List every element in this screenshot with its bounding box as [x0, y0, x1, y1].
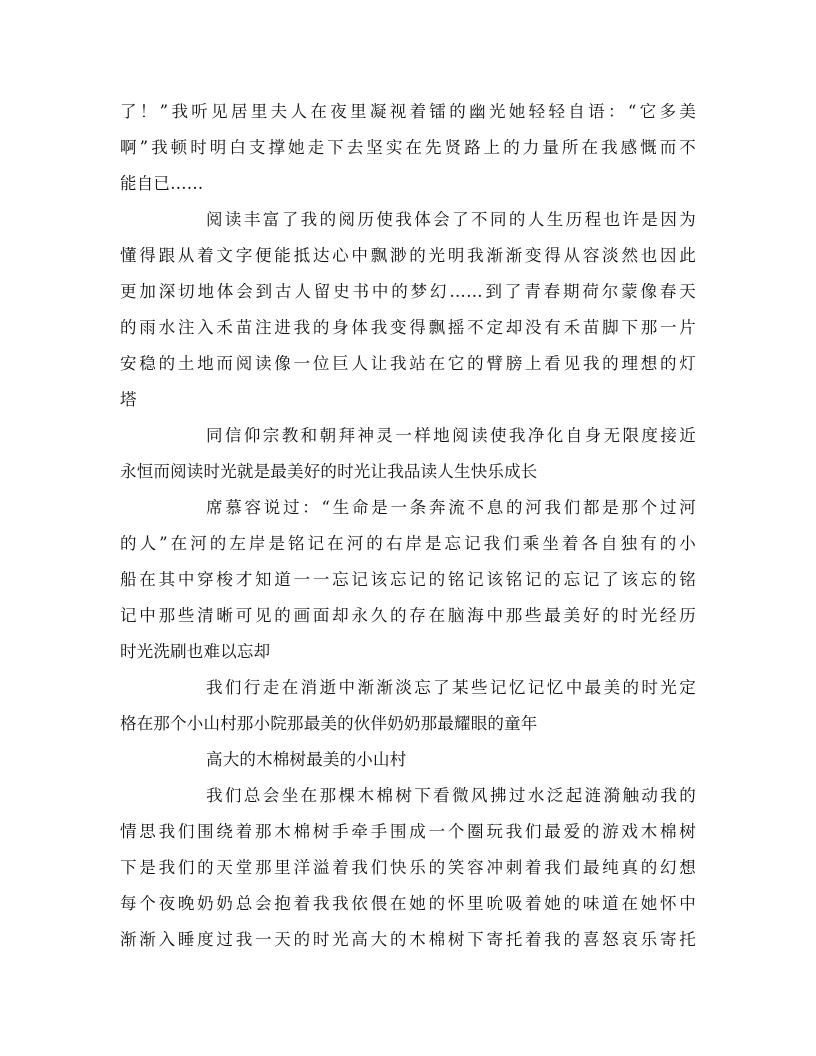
text-line: 高大的木棉树最美的小山村 — [206, 750, 407, 769]
text-line: 更加深切地体会到古人留史书中的梦幻……到了青春期荷尔蒙像春天 — [120, 282, 696, 301]
paragraph-2 — [120, 202, 696, 418]
text-line: 船在其中穿梭才知道一一忘记该忘记的铭记该铭记的忘记了该忘的铭 — [120, 570, 696, 589]
text-line: 永恒而阅读时光就是最美好的时光让我品读人生快乐成长 — [120, 462, 538, 481]
text-line: 下是我们的天堂那里洋溢着我们快乐的笑容冲刺着我们最纯真的幻想 — [120, 858, 696, 877]
paragraph-7 — [120, 778, 696, 958]
paragraph-6 — [120, 742, 696, 778]
text-line: 记中那些清晰可见的画面却永久的存在脑海中那些最美好的时光经历 — [120, 606, 696, 625]
text-line: 的雨水注入禾苗注进我的身体我变得飘摇不定却没有禾苗脚下那一片 — [120, 318, 696, 337]
paragraph-1 — [120, 94, 696, 202]
text-line: 渐渐入睡度过我一天的时光高大的木棉树下寄托着我的喜怒哀乐寄托 — [120, 930, 696, 949]
text-line: 啊”我顿时明白支撑她走下去坚实在先贤路上的力量所在我感慨而不 — [120, 138, 696, 157]
text-line: 懂得跟从着文字便能抵达心中飘渺的光明我渐渐变得从容淡然也因此 — [120, 246, 696, 265]
text-line: 情思我们围绕着那木棉树手牵手围成一个圈玩我们最爱的游戏木棉树 — [120, 822, 696, 841]
text-line: 了！”我听见居里夫人在夜里凝视着镭的幽光她轻轻自语：“它多美 — [120, 102, 696, 121]
text-line: 我们总会坐在那棵木棉树下看微风拂过水泛起涟漪触动我的 — [206, 786, 696, 805]
text-line: 每个夜晚奶奶总会抱着我我依偎在她的怀里吮吸着她的味道在她怀中 — [120, 894, 696, 913]
text-line: 我们行走在消逝中渐渐淡忘了某些记忆记忆中最美的时光定 — [206, 678, 696, 697]
text-line: 的人”在河的左岸是铭记在河的右岸是忘记我们乘坐着各自独有的小 — [120, 534, 696, 553]
paragraph-5 — [120, 670, 696, 742]
text-line: 塔 — [120, 390, 137, 409]
text-line: 能自已…… — [120, 174, 204, 193]
paragraph-4 — [120, 490, 696, 670]
text-line: 格在那个小山村那小院那最美的伙伴奶奶那最耀眼的童年 — [120, 714, 538, 733]
text-line: 安稳的土地而阅读像一位巨人让我站在它的臂膀上看见我的理想的灯 — [120, 354, 696, 373]
text-line: 席慕容说过：“生命是一条奔流不息的河我们都是那个过河 — [206, 498, 696, 517]
text-line: 同信仰宗教和朝拜神灵一样地阅读使我净化自身无限度接近 — [206, 426, 696, 445]
text-line: 阅读丰富了我的阅历使我体会了不同的人生历程也许是因为 — [206, 210, 696, 229]
paragraph-3 — [120, 418, 696, 490]
document-body — [120, 94, 696, 958]
text-line: 时光洗刷也难以忘却 — [120, 642, 271, 661]
